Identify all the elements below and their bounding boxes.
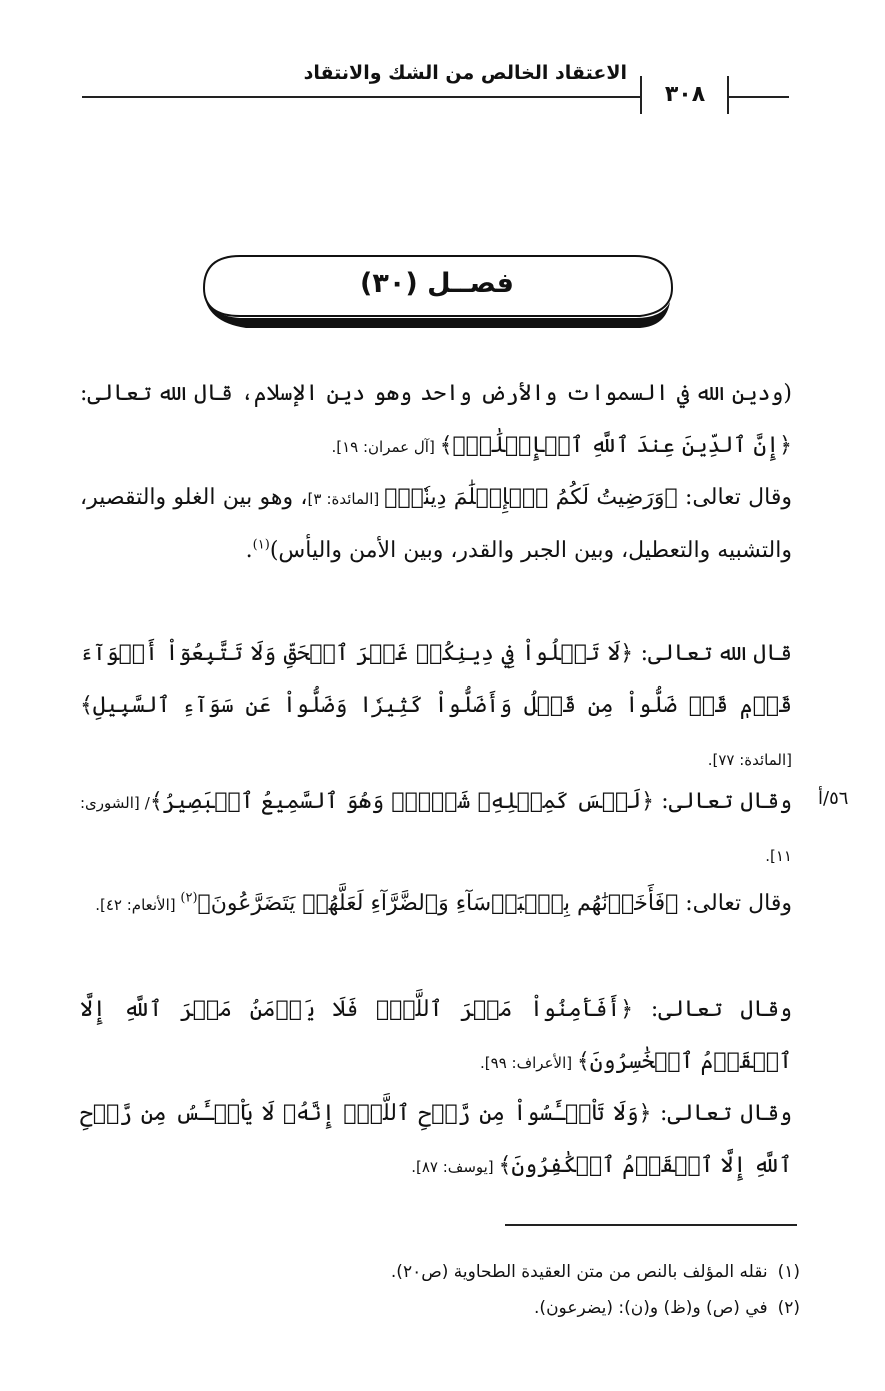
paragraph-text: قال الله تعالى:	[633, 641, 792, 666]
paragraph-text: وقال تعالى:	[678, 891, 792, 916]
header-divider-left	[640, 76, 642, 114]
paragraph-text: وقال تعالى:	[651, 1101, 792, 1126]
paragraph-7	[80, 1088, 792, 1193]
running-header-title: الاعتقاد الخالص من الشك والانتقاد	[303, 62, 627, 84]
quran-verse: ﴿لَا تَغۡلُواْ فِي دِينِكُمۡ غَيۡرَ ٱلۡحَقِّ وَلَا تَتَّبِعُوٓاْ أَهۡوَآءَ قَوۡمٖ قَدۡ ضَلُّواْ مِن قَبۡلُ وَأَضَلُّواْ كَثِيرٗا وَضَلُّواْ عَن سَوَآءِ ٱلسَّبِيلِ﴾	[80, 641, 792, 718]
quran-verse: ﴿أَفَأَمِنُواْ مَكۡرَ ٱللَّهِۚ فَلَا يَأۡمَنُ مَكۡرَ ٱللَّهِ إِلَّا ٱلۡقَوۡمُ ٱلۡخَٰسِرُونَ﴾	[80, 997, 792, 1074]
paragraph-6	[80, 984, 792, 1089]
footnote-1	[80, 1254, 800, 1290]
footnotes	[80, 1254, 800, 1326]
main-text-5	[80, 878, 792, 931]
manuscript-folio-note: ٥٦/أ	[818, 788, 849, 809]
paragraph-5	[80, 878, 792, 931]
quran-verse: ﴿وَلَا تَاْيۡـَٔسُواْ مِن رَّوۡحِ ٱللَّهِۖ إِنَّهُۥ لَا يَاْيۡـَٔسُ مِن رَّوۡحِ ٱللَّهِ إِلَّا ٱلۡقَوۡمُ ٱلۡكَٰفِرُونَ﴾	[80, 1101, 792, 1178]
footnote-number: (٢)	[777, 1298, 800, 1318]
verse-reference: [يوسف: ٨٧].	[411, 1158, 499, 1176]
main-text-7	[80, 1088, 792, 1193]
paragraph-text: وقال تعالى:	[654, 789, 792, 814]
paragraph-1	[80, 368, 792, 473]
footnote-marker: (١)	[252, 537, 270, 553]
paragraph-2	[80, 472, 792, 577]
quran-verse: ﴿فَأَخَذۡنَٰهُم بِٱلۡبَأۡسَآءِ وَٱلضَّرَّآءِ لَعَلَّهُمۡ يَتَضَرَّعُونَ﴾	[197, 891, 679, 916]
quran-verse: ﴿إِنَّ ٱلدِّينَ عِندَ ٱللَّهِ ٱلۡإِسۡلَٰمُۗ﴾	[439, 433, 792, 458]
verse-reference: [الأعراف: ٩٩].	[480, 1054, 577, 1072]
verse-reference: [المائدة: ٣]	[307, 490, 385, 508]
footnote-number: (١)	[777, 1262, 800, 1282]
header-divider-right	[727, 76, 729, 114]
chapter-title: فصــل (٣٠)	[360, 268, 514, 299]
paragraph-text: (ودين الله في السموات والأرض واحد وهو دين الإسلام، قال الله تعالى:	[80, 381, 792, 406]
paragraph-tail: ، وهو بين الغلو والتقصير، والتشبيه والتعطيل، وبين الجبر والقدر، وبين الأمن واليأس)	[80, 485, 792, 563]
verse-reference: [المائدة: ٧٧].	[707, 751, 792, 769]
verse-reference: [آل عمران: ١٩].	[331, 438, 440, 456]
footnote-text: في (ص) و(ظ) و(ن): (يضرعون).	[534, 1298, 768, 1318]
paragraph-text: وقال تعالى:	[677, 485, 792, 510]
verse-reference: / [الشورى: ١١].	[80, 794, 792, 865]
main-text-4	[80, 776, 792, 882]
quran-verse: ﴿لَيۡسَ كَمِثۡلِهِۦ شَيۡءٞۖ وَهُوَ ٱلسَّمِيعُ ٱلۡبَصِيرُ﴾	[149, 789, 655, 814]
paragraph-text: وقال تعالى:	[633, 997, 792, 1022]
paragraph-4	[80, 776, 792, 882]
paragraph-end: .	[245, 538, 253, 563]
footnote-2	[80, 1290, 800, 1326]
footnote-text: نقله المؤلف بالنص من متن العقيدة الطحاوية (ص٢٠).	[390, 1262, 768, 1282]
quran-verse: ﴿وَرَضِيتُ لَكُمُ ٱلۡإِسۡلَٰمَ دِينٗاۚ﴾	[384, 485, 678, 510]
main-text-2	[80, 472, 792, 577]
header-rule	[82, 96, 642, 98]
main-text-3	[80, 628, 792, 786]
footnote-separator	[505, 1224, 797, 1226]
header-rule-right	[727, 96, 789, 98]
main-text	[80, 368, 792, 473]
footnote-marker: (٢)	[180, 890, 198, 906]
page-number: ٣٠٨	[664, 82, 706, 107]
chapter-banner	[200, 252, 674, 330]
paragraph-3	[80, 628, 792, 786]
verse-reference: [الأنعام: ٤٢].	[95, 896, 181, 914]
main-text-6	[80, 984, 792, 1089]
